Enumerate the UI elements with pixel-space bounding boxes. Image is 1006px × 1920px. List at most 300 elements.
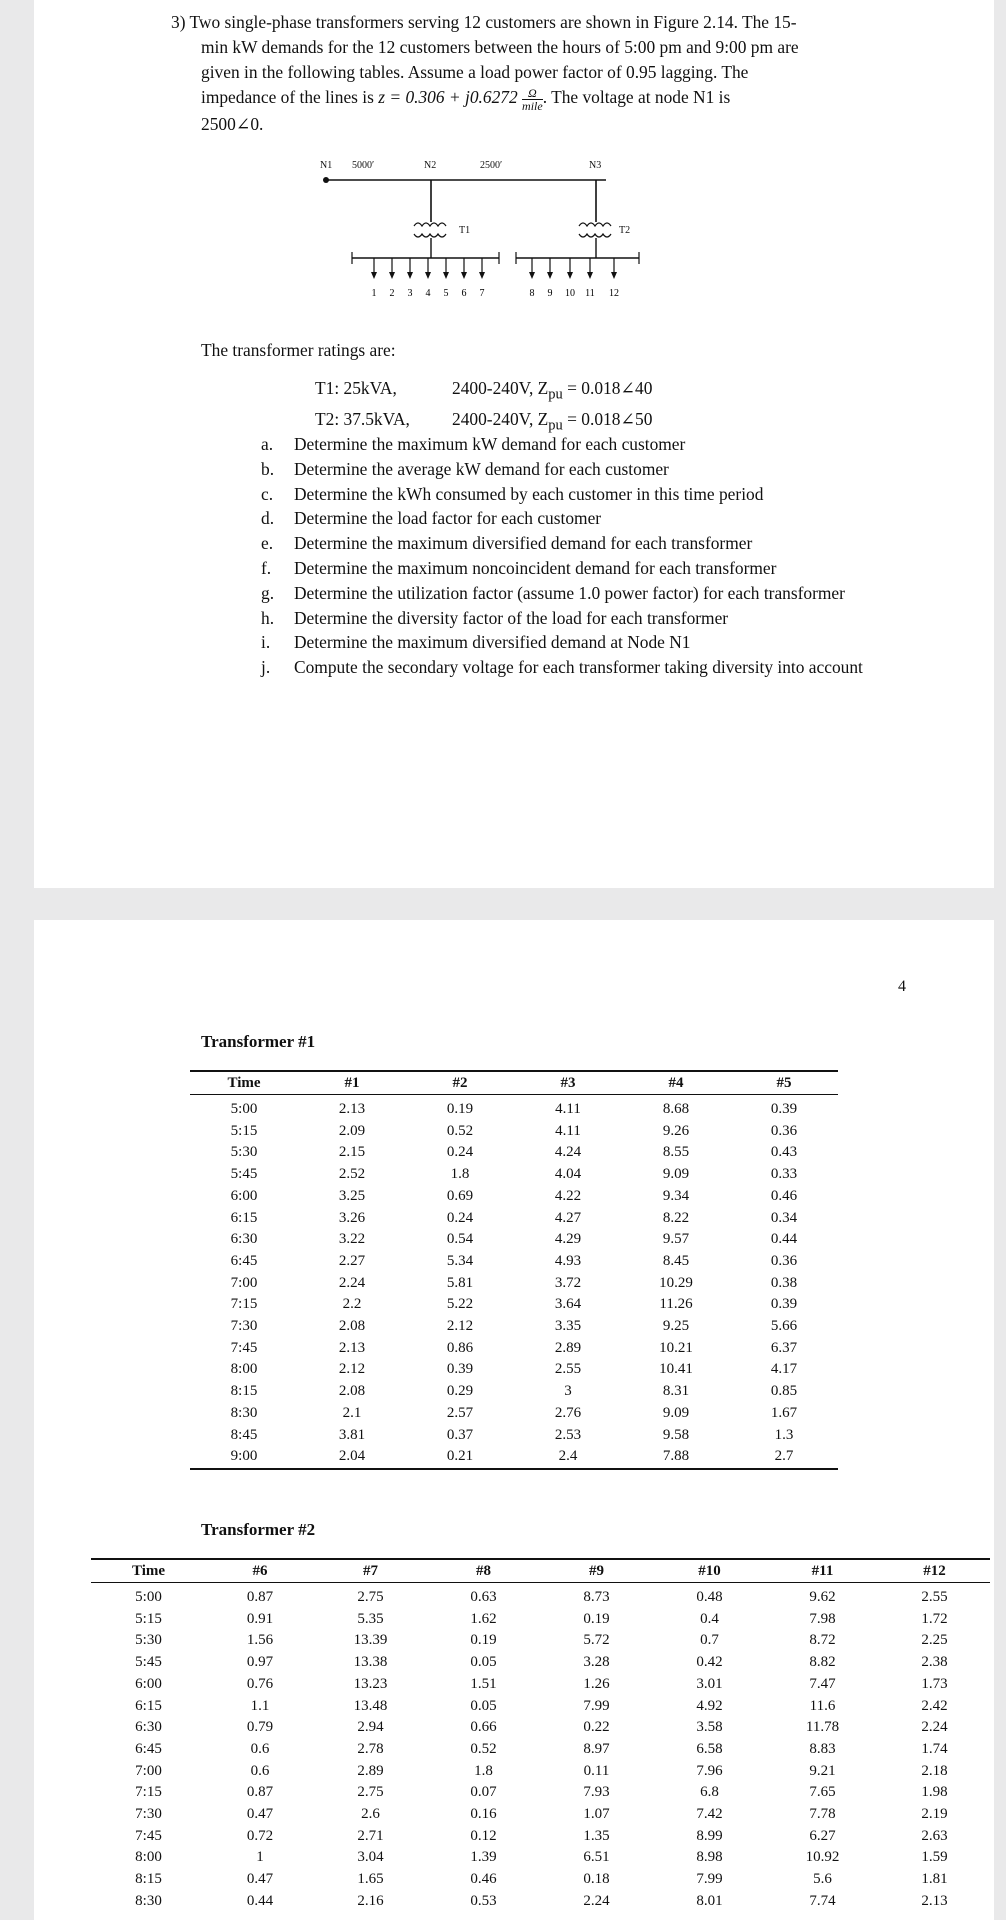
demand-cell: 0.54 [446, 1231, 474, 1248]
demand-cell: 10.41 [659, 1361, 693, 1378]
customer-load-arrow [547, 272, 553, 279]
problem-line: given in the following tables. Assume a load power factor of 0.95 lagging. The [201, 62, 749, 82]
demand-cell: 4.24 [554, 1144, 582, 1161]
time-cell: 8:15 [230, 1383, 258, 1400]
demand-cell: 9.57 [662, 1231, 690, 1248]
t2-secondary-coil [579, 234, 611, 237]
transformer-label: T1 [459, 225, 471, 236]
column-header: #5 [730, 1071, 838, 1095]
column-header: #1 [298, 1071, 406, 1095]
time-cell: 8:45 [230, 1426, 258, 1443]
time-cell: 7:45 [135, 1827, 162, 1844]
t1-secondary-coil [414, 234, 446, 237]
table-row [190, 1208, 838, 1230]
table-row [91, 1739, 990, 1761]
customer-number: 3 [407, 288, 413, 299]
customer-number: 5 [443, 288, 449, 299]
demand-cell: 0.19 [446, 1101, 474, 1117]
question-item [261, 606, 863, 631]
time-cell: 5:45 [135, 1654, 162, 1671]
demand-cell: 0.21 [406, 1446, 514, 1469]
demand-cell: 1.59 [921, 1849, 948, 1866]
table-row [190, 1273, 838, 1295]
demand-cell: 7.78 [809, 1806, 836, 1823]
demand-cell: 4.27 [554, 1209, 582, 1226]
demand-cell: 2.25 [921, 1632, 948, 1649]
demand-cell: 2.52 [338, 1166, 366, 1183]
demand-cell: 8.98 [696, 1849, 723, 1866]
transformer-label: T2 [619, 225, 631, 236]
question-text: Determine the maximum noncoincident demand for each transformer [294, 557, 777, 578]
demand-cell: 0.42 [696, 1654, 723, 1671]
demand-cell: 2.71 [357, 1827, 384, 1844]
demand-cell: 0.66 [470, 1719, 497, 1736]
time-cell: 6:00 [135, 1675, 162, 1692]
question-item [261, 581, 863, 606]
demand-cell: 3.72 [554, 1274, 582, 1291]
demand-cell: 2.38 [921, 1654, 948, 1671]
demand-cell: 5.35 [357, 1610, 384, 1627]
table-row [91, 1826, 990, 1848]
table-row [190, 1229, 838, 1251]
table-row [190, 1381, 838, 1403]
demand-cell: 5.81 [446, 1274, 474, 1291]
demand-cell: 0.85 [770, 1383, 798, 1400]
demand-cell: 4.93 [554, 1252, 582, 1269]
column-header: #8 [427, 1559, 540, 1583]
demand-cell: 0.47 [246, 1806, 274, 1823]
demand-cell: 9.25 [662, 1318, 690, 1335]
demand-cell: 2.13 [338, 1101, 366, 1117]
demand-cell: 3.28 [583, 1654, 610, 1671]
question-text: Determine the kWh consumed by each customer in this time period [294, 483, 764, 504]
time-cell: 6:15 [135, 1697, 162, 1714]
column-header: #9 [540, 1559, 653, 1583]
demand-cell: 6.8 [700, 1784, 719, 1801]
question-letter: h. [261, 607, 275, 628]
demand-cell: 0.69 [446, 1187, 474, 1204]
demand-cell: 0.7 [700, 1632, 719, 1649]
demand-cell: 0.29 [446, 1383, 474, 1400]
demand-cell: 1.62 [470, 1610, 497, 1627]
demand-cell: 8.73 [583, 1589, 610, 1605]
demand-cell: 8.99 [696, 1827, 723, 1844]
demand-cell: 0.43 [770, 1144, 798, 1161]
node-label: N2 [424, 160, 437, 171]
demand-cell: 1.8 [474, 1762, 493, 1779]
demand-cell: 2.4 [514, 1446, 622, 1469]
question-letter: b. [261, 458, 275, 479]
problem-impedance-line [171, 85, 931, 112]
demand-cell: 1.35 [583, 1827, 610, 1844]
demand-cell: 7.96 [696, 1762, 723, 1779]
question-item [261, 482, 863, 507]
node-n1-dot [323, 177, 329, 183]
customer-load-arrow [371, 272, 377, 279]
demand-cell: 0.22 [583, 1719, 610, 1736]
time-cell: 7:00 [135, 1762, 162, 1779]
column-header: #10 [653, 1559, 766, 1583]
demand-cell: 0.6 [250, 1762, 270, 1779]
demand-cell: 7.98 [809, 1610, 836, 1627]
rating-sub: pu [548, 386, 563, 403]
demand-cell: 2.89 [357, 1762, 384, 1779]
table-row [91, 1761, 990, 1783]
column-header: #7 [314, 1559, 427, 1583]
time-cell: 6:30 [230, 1231, 258, 1248]
demand-cell: 10.29 [659, 1274, 693, 1291]
demand-cell: 2.57 [446, 1404, 474, 1421]
demand-cell: 0.39 [446, 1361, 474, 1378]
time-cell: 5:30 [135, 1632, 162, 1649]
demand-cell: 0.48 [696, 1589, 723, 1605]
voltage-text: . The voltage at node N1 is [542, 87, 731, 107]
demand-cell: 8.72 [809, 1632, 836, 1649]
demand-cell: 0.46 [470, 1871, 497, 1888]
customer-number: 8 [529, 288, 535, 299]
demand-cell: 2.1 [342, 1404, 362, 1421]
customer-load-arrow [611, 272, 617, 279]
demand-cell: 13.39 [353, 1632, 388, 1649]
customer-load-arrow [425, 272, 431, 279]
table-row [190, 1316, 838, 1338]
impedance-text: impedance of the lines is [201, 87, 374, 107]
demand-cell: 0.33 [770, 1166, 798, 1183]
question-text: Determine the maximum diversified demand at Node N1 [294, 632, 691, 653]
demand-cell: 0.19 [583, 1610, 610, 1627]
customer-load-arrow [407, 272, 413, 279]
table-row [91, 1891, 990, 1913]
demand-cell: 1.3 [774, 1426, 794, 1443]
time-cell: 5:15 [135, 1610, 162, 1627]
customer-load-arrow [529, 272, 535, 279]
demand-cell: 0.39 [770, 1101, 798, 1117]
demand-cell: 0.05 [470, 1654, 497, 1671]
customer-load-arrow [443, 272, 449, 279]
time-cell: 8:00 [230, 1361, 258, 1378]
customer-number: 4 [425, 288, 431, 299]
question-letter: g. [261, 582, 275, 603]
demand-cell: 11.6 [809, 1697, 836, 1714]
transformer1-table [190, 1070, 838, 1470]
time-cell: 5:00 [135, 1589, 162, 1605]
demand-cell: 0.39 [770, 1296, 798, 1313]
demand-cell: 1.67 [770, 1404, 798, 1421]
demand-cell: 5.22 [446, 1296, 474, 1313]
ratings-title: The transformer ratings are: [201, 340, 396, 360]
customer-load-arrow [587, 272, 593, 279]
time-cell: 9:00 [190, 1446, 298, 1469]
transformer1-title: Transformer #1 [201, 1032, 316, 1051]
demand-cell: 2.15 [338, 1144, 366, 1161]
time-cell: 8:00 [135, 1849, 162, 1866]
time-cell: 7:45 [230, 1339, 258, 1356]
customer-load-arrow [461, 272, 467, 279]
table-row [190, 1121, 838, 1143]
demand-cell: 8.31 [662, 1383, 690, 1400]
table-row [91, 1717, 990, 1739]
question-item [261, 531, 863, 556]
question-list [261, 432, 863, 680]
transformer2-table [91, 1558, 990, 1913]
demand-cell: 2.55 [554, 1361, 582, 1378]
customer-number: 1 [371, 288, 377, 299]
demand-cell: 1 [256, 1849, 264, 1866]
demand-cell: 6.51 [583, 1849, 610, 1866]
demand-cell: 2.24 [921, 1719, 948, 1736]
demand-cell: 0.72 [246, 1827, 274, 1844]
unit-numerator: Ω [522, 87, 543, 100]
table-row [190, 1142, 838, 1164]
demand-cell: 2.27 [338, 1252, 366, 1269]
question-item [261, 556, 863, 581]
page-number: 4 [898, 978, 906, 995]
distance-label: 2500′ [480, 160, 503, 171]
rating-row [315, 376, 652, 407]
demand-cell: 8.01 [696, 1892, 723, 1909]
demand-cell: 0.24 [446, 1144, 474, 1161]
data-page [34, 920, 994, 1920]
demand-cell: 8.22 [662, 1209, 690, 1226]
demand-cell: 10.92 [805, 1849, 840, 1866]
table-row [91, 1609, 990, 1631]
demand-cell: 2.7 [730, 1446, 838, 1469]
question-letter: f. [261, 557, 272, 578]
customer-number: 7 [479, 288, 485, 299]
demand-cell: 5.6 [813, 1871, 832, 1888]
question-item [261, 457, 863, 482]
demand-cell: 1.56 [246, 1632, 274, 1649]
demand-cell: 6.37 [770, 1339, 798, 1356]
demand-cell: 3.01 [696, 1675, 723, 1692]
customer-number: 6 [461, 288, 467, 299]
customer-number: 9 [547, 288, 553, 299]
demand-cell: 0.36 [770, 1252, 798, 1269]
question-text: Determine the utilization factor (assume 1.0 power factor) for each transformer [294, 582, 845, 603]
demand-cell: 4.11 [555, 1122, 581, 1139]
demand-cell: 2.42 [921, 1697, 948, 1714]
demand-cell: 4.22 [554, 1187, 582, 1204]
demand-cell: 2.08 [338, 1318, 366, 1335]
demand-cell: 1.72 [921, 1610, 948, 1627]
table-row [190, 1403, 838, 1425]
demand-cell: 0.91 [246, 1610, 274, 1627]
table-row [91, 1652, 990, 1674]
question-item [261, 655, 863, 680]
demand-cell: 2.53 [554, 1426, 582, 1443]
demand-cell: 2.76 [554, 1404, 582, 1421]
rating-value: = 0.018∠50 [562, 409, 653, 430]
customer-load-arrow [479, 272, 485, 279]
rating-name: T2: 37.5kVA, [315, 409, 410, 430]
demand-cell: 8.55 [662, 1144, 690, 1161]
customer-number: 2 [389, 288, 395, 299]
demand-cell: 1.65 [357, 1871, 384, 1888]
table-row [190, 1095, 838, 1121]
column-header: #6 [206, 1559, 314, 1583]
demand-cell: 4.29 [554, 1231, 582, 1248]
demand-cell: 9.34 [662, 1187, 690, 1204]
problem-line: min kW demands for the 12 customers between the hours of 5:00 pm and 9:00 pm are [201, 37, 799, 57]
question-letter: j. [261, 657, 271, 678]
demand-cell: 0.4 [700, 1610, 719, 1627]
rating-sub: pu [548, 417, 563, 434]
time-cell: 6:45 [230, 1252, 258, 1269]
demand-cell: 0.97 [246, 1654, 274, 1671]
demand-cell: 1.98 [921, 1784, 948, 1801]
demand-cell: 2.09 [338, 1122, 366, 1139]
demand-cell: 3.26 [338, 1209, 366, 1226]
node-label: N3 [589, 160, 602, 171]
demand-cell: 13.38 [353, 1654, 388, 1671]
demand-cell: 0.86 [446, 1339, 474, 1356]
demand-cell: 11.78 [805, 1719, 840, 1736]
customer-load-arrow [567, 272, 573, 279]
demand-cell: 2.04 [298, 1446, 406, 1469]
demand-cell: 2.13 [921, 1892, 948, 1909]
demand-cell: 0.19 [470, 1632, 497, 1649]
demand-cell: 9.09 [662, 1166, 690, 1183]
demand-cell: 1.39 [470, 1849, 497, 1866]
time-cell: 6:30 [135, 1719, 162, 1736]
demand-cell: 1.1 [250, 1697, 270, 1714]
time-cell: 8:30 [135, 1892, 162, 1909]
demand-cell: 3 [564, 1383, 572, 1400]
demand-cell: 4.17 [770, 1361, 798, 1378]
demand-cell: 8.83 [809, 1740, 836, 1757]
table-row [190, 1294, 838, 1316]
demand-cell: 0.07 [470, 1784, 497, 1801]
problem-statement [171, 10, 931, 137]
demand-cell: 1.81 [921, 1871, 948, 1888]
demand-cell: 5.66 [770, 1318, 798, 1335]
table-row [190, 1359, 838, 1381]
column-header: #4 [622, 1071, 730, 1095]
demand-cell: 0.24 [446, 1209, 474, 1226]
demand-cell: 0.6 [250, 1740, 270, 1757]
column-header: Time [91, 1559, 206, 1583]
time-cell: 7:00 [230, 1274, 258, 1291]
demand-cell: 8.82 [809, 1654, 836, 1671]
table-row [91, 1804, 990, 1826]
question-letter: c. [261, 483, 274, 504]
demand-cell: 0.38 [770, 1274, 798, 1291]
table-row [91, 1782, 990, 1804]
time-cell: 6:45 [135, 1740, 162, 1757]
demand-cell: 3.04 [357, 1849, 384, 1866]
question-text: Compute the secondary voltage for each transformer taking diversity into account [294, 657, 863, 678]
demand-cell: 2.24 [583, 1892, 610, 1909]
demand-cell: 2.89 [554, 1339, 582, 1356]
demand-cell: 1.8 [450, 1166, 470, 1183]
demand-cell: 0.46 [770, 1187, 798, 1204]
demand-cell: 1.74 [921, 1740, 948, 1757]
question-text: Determine the average kW demand for each customer [294, 458, 669, 479]
demand-cell: 2.75 [357, 1784, 384, 1801]
table-row [190, 1425, 838, 1447]
table-row [190, 1186, 838, 1208]
question-item [261, 506, 863, 531]
demand-cell: 10.21 [659, 1339, 693, 1356]
problem-line: 3) Two single-phase transformers serving 12 customers are shown in Figure 2.14. The 15- [171, 12, 797, 32]
demand-cell: 3.35 [554, 1318, 582, 1335]
question-text: Determine the maximum diversified demand for each transformer [294, 533, 753, 554]
demand-cell: 4.11 [555, 1101, 581, 1117]
rating-spec: 2400-240V, Z [452, 378, 549, 398]
table-row [91, 1674, 990, 1696]
table-header-row [190, 1071, 838, 1095]
voltage-value: 2500∠0. [201, 113, 264, 134]
question-text: Determine the maximum kW demand for each customer [294, 434, 686, 454]
demand-cell: 0.37 [446, 1426, 474, 1443]
column-header: Time [190, 1071, 298, 1095]
demand-cell: 7.47 [809, 1675, 836, 1692]
table-row [190, 1446, 838, 1469]
demand-cell: 4.92 [696, 1697, 723, 1714]
table-row [91, 1583, 990, 1609]
demand-cell: 9.58 [662, 1426, 690, 1443]
demand-cell: 3.64 [554, 1296, 582, 1313]
demand-cell: 0.63 [470, 1589, 497, 1605]
node-label: N1 [320, 160, 333, 171]
table-row [91, 1696, 990, 1718]
rating-name: T1: 25kVA, [315, 378, 397, 398]
demand-cell: 2.2 [342, 1296, 362, 1313]
demand-cell: 2.75 [357, 1589, 384, 1605]
impedance-unit [522, 87, 543, 112]
demand-cell: 1.73 [921, 1675, 948, 1692]
time-cell: 5:45 [230, 1166, 258, 1183]
column-header: #12 [879, 1559, 990, 1583]
demand-cell: 0.44 [770, 1231, 798, 1248]
time-cell: 5:15 [230, 1122, 258, 1139]
time-cell: 8:15 [135, 1871, 162, 1888]
distance-label: 5000′ [352, 160, 375, 171]
time-cell: 7:15 [230, 1296, 258, 1313]
demand-cell: 2.6 [361, 1806, 380, 1823]
demand-cell: 0.16 [470, 1806, 497, 1823]
table-row [190, 1338, 838, 1360]
demand-cell: 2.78 [357, 1740, 384, 1757]
time-cell: 8:30 [230, 1404, 258, 1421]
demand-cell: 13.23 [353, 1675, 388, 1692]
question-text: Determine the diversity factor of the load for each transformer [294, 607, 729, 628]
demand-cell: 0.05 [470, 1697, 497, 1714]
demand-cell: 0.52 [446, 1122, 474, 1139]
demand-cell: 0.47 [246, 1871, 274, 1888]
t1-primary-coil [414, 223, 446, 226]
demand-cell: 7.99 [696, 1871, 723, 1888]
demand-cell: 0.79 [246, 1719, 274, 1736]
customer-number: 10 [565, 288, 575, 299]
demand-cell: 3.22 [338, 1231, 366, 1248]
question-letter: e. [261, 533, 274, 554]
demand-cell: 0.11 [583, 1762, 610, 1779]
demand-cell: 8.68 [662, 1101, 690, 1117]
demand-cell: 2.18 [921, 1762, 948, 1779]
demand-cell: 9.26 [662, 1122, 690, 1139]
demand-cell: 2.55 [921, 1589, 948, 1605]
customer-loads [371, 258, 619, 299]
problem-page [34, 0, 994, 888]
question-item [261, 630, 863, 655]
time-cell: 5:30 [230, 1144, 258, 1161]
demand-cell: 6.27 [809, 1827, 836, 1844]
time-cell: 6:15 [230, 1209, 258, 1226]
column-header: #3 [514, 1071, 622, 1095]
rating-value: = 0.018∠40 [562, 378, 653, 398]
demand-cell: 0.87 [246, 1784, 274, 1801]
